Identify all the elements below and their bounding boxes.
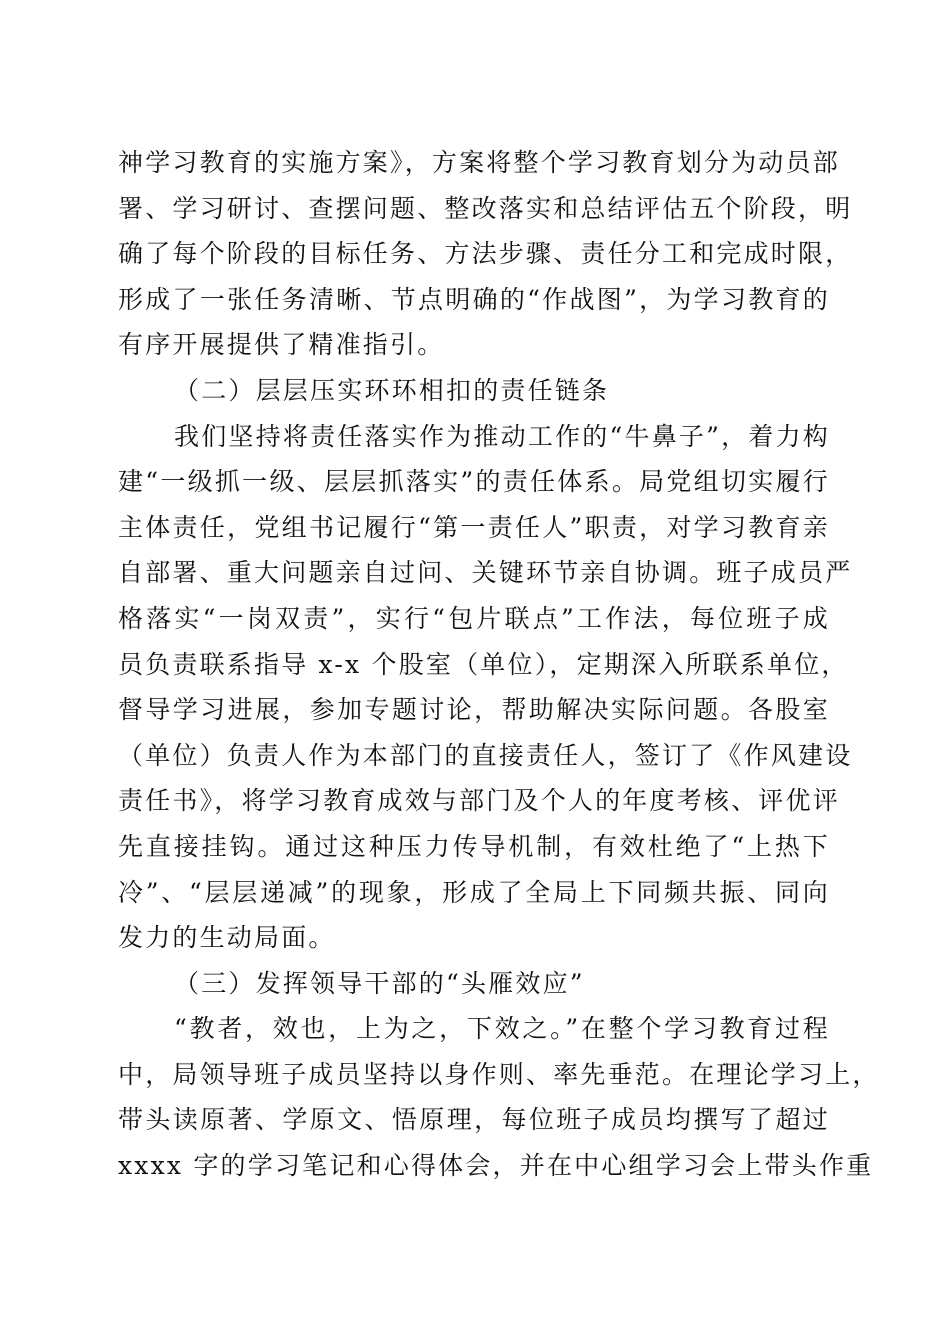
paragraph-plan-stages (118, 140, 853, 368)
text-line: 中，局领导班子成员坚持以身作则、率先垂范。在理论学习上， (118, 1059, 880, 1089)
text-line: “教者，效也，上为之，下效之。”在整个学习教育过程 (174, 1014, 830, 1044)
text-line: 冷”、“层层递减”的现象，形成了全局上下同频共振、同向 (118, 877, 830, 907)
text-line: 形成了一张任务清晰、节点明确的“作战图”，为学习教育的 (118, 284, 830, 314)
paragraph-responsibility-system (118, 414, 853, 961)
text-line: 有序开展提供了精准指引。 (118, 330, 445, 360)
text-line: 先直接挂钩。通过这种压力传导机制，有效杜绝了“上热下 (118, 831, 830, 861)
text-line: 带头读原著、学原文、悟原理，每位班子成员均撰写了超过 (118, 1105, 830, 1135)
text-line: 员负责联系指导 x-x 个股室（单位），定期深入所联系单位， (118, 649, 849, 679)
text-line: 督导学习进展，参加专题讨论，帮助解决实际问题。各股室 (118, 695, 830, 725)
section-heading-leading-geese (118, 961, 830, 1007)
text-line: 神学习教育的实施方案》，方案将整个学习教育划分为动员部 (118, 148, 840, 177)
text-line: 发力的生动局面。 (118, 923, 336, 953)
text-line: 格落实“一岗双责”，实行“包片联点”工作法，每位班子成 (118, 603, 830, 633)
text-line: 自部署、重大问题亲自过问、关键环节亲自协调。班子成员严 (118, 558, 853, 588)
text-line: 我们坚持将责任落实作为推动工作的“牛鼻子”，着力构 (174, 421, 830, 451)
paragraph-leaders-example (118, 1006, 880, 1188)
text-line: 责任书》，将学习教育成效与部门及个人的年度考核、评优评 (118, 786, 840, 816)
text-line: xxxx 字的学习笔记和心得体会，并在中心组学习会上带头作重 (118, 1151, 874, 1181)
text-line: 署、学习研讨、查摆问题、整改落实和总结评估五个阶段，明 (118, 193, 853, 223)
text-line: （单位）负责人作为本部门的直接责任人，签订了《作风建设 (118, 740, 853, 770)
text-line: 建“一级抓一级、层层抓落实”的责任体系。局党组切实履行 (118, 467, 830, 497)
heading-text: （三）发挥领导干部的“头雁效应” (174, 968, 585, 998)
document-body (118, 140, 880, 1189)
text-line: 主体责任，党组书记履行“第一责任人”职责，对学习教育亲 (118, 512, 830, 542)
heading-text: （二）层层压实环环相扣的责任链条 (174, 375, 610, 405)
text-line: 确了每个阶段的目标任务、方法步骤、责任分工和完成时限， (118, 239, 853, 269)
section-heading-responsibility-chain (118, 368, 830, 414)
